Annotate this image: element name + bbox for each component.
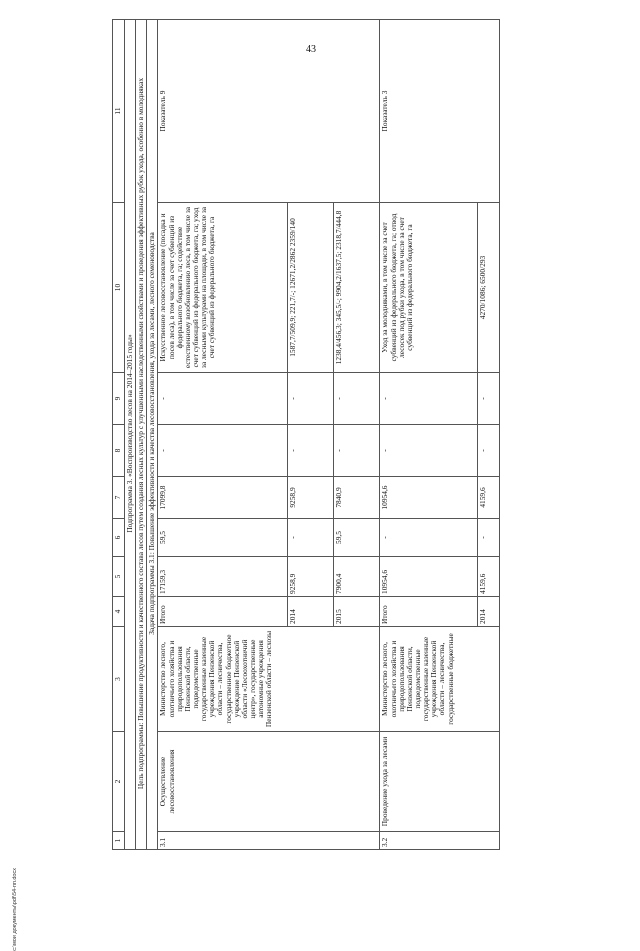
- col-5: 5: [113, 557, 125, 597]
- federal-cell: -: [478, 519, 500, 557]
- year-cell: 2015: [334, 597, 380, 627]
- other-cell: -: [288, 373, 334, 425]
- indicator-values: 1587,7/509,9; 221,7/-; 12671,2/2862 2359/140: [288, 203, 334, 373]
- year-cell: 2014: [478, 597, 500, 627]
- rotated-table-container: [112, 20, 621, 850]
- col-4: 4: [113, 597, 125, 627]
- federal-cell: 59,5: [158, 519, 288, 557]
- local-cell: -: [288, 425, 334, 477]
- indicator-text: Искусственное лесовосстановление (посадка и посев леса), в том числе за счет субвенций из федерального бюджета, га; содействие естественному возобновлению леса, в том числе за счет субвенций из федерального бюджета, га; уход за лесными культурами на площади, в том числе за счет субвенций из федерального бюджета, га: [158, 203, 288, 373]
- regional-cell: 17099,8: [158, 477, 288, 519]
- subprogram-goal: Цель подпрограммы: Повышение продуктивности и качественного состава лесов путем создания лесных культур с улучшенными наследственными свойствами и проведения эффективных рубок ухода, особенно в молодняках: [136, 20, 147, 850]
- total-cell: 9258,9: [288, 557, 334, 597]
- row-number: 3.1: [158, 832, 380, 850]
- table-row: [158, 20, 288, 850]
- program-table: [112, 19, 500, 850]
- local-cell: -: [334, 425, 380, 477]
- table-row: [380, 20, 478, 850]
- col-6: 6: [113, 519, 125, 557]
- col-1: 1: [113, 832, 125, 850]
- indicator-values: 1238,4/456,3; 345,5/-; 9904,2/1637,5; 2318,7/444,8: [334, 203, 380, 373]
- year-cell: Итого: [158, 597, 288, 627]
- col-11: 11: [113, 20, 125, 203]
- measure-name: Проведение ухода за лесами: [380, 732, 500, 832]
- page-number: 43: [306, 44, 316, 55]
- other-cell: -: [158, 373, 288, 425]
- footer-path: c:\мои документы\pdf\54-пп.docx: [12, 868, 18, 951]
- subprogram-task: Задача подпрограммы 3.1: Повышение эффективности и качества лесовосстановления, ухода за лесами, лесного семеноводства: [147, 20, 158, 850]
- col-3: 3: [113, 627, 125, 732]
- col-10: 10: [113, 203, 125, 373]
- total-cell: 4159,6: [478, 557, 500, 597]
- subprogram-title: Подпрограмма 3. «Воспроизводство лесов на 2014–2015 годы»: [125, 20, 136, 850]
- federal-cell: -: [288, 519, 334, 557]
- indicator-text: Уход за молодняками, в том числе за счет субвенций из федерального бюджета, га; отвод лесосек под рубки ухода, в том числе за счет субвенций из федерального бюджета, га: [380, 203, 478, 373]
- regional-cell: 4159,6: [478, 477, 500, 519]
- year-cell: 2014: [288, 597, 334, 627]
- col-2: 2: [113, 732, 125, 832]
- indicator-ref: Показатель 3: [380, 20, 500, 203]
- other-cell: -: [334, 373, 380, 425]
- total-cell: 10954,6: [380, 557, 478, 597]
- column-number-row: [113, 20, 125, 850]
- local-cell: -: [478, 425, 500, 477]
- col-9: 9: [113, 373, 125, 425]
- col-8: 8: [113, 425, 125, 477]
- local-cell: -: [158, 425, 288, 477]
- measure-name: Осуществление лесовосстановления: [158, 732, 380, 832]
- executor: Министерство лесного, охотничьего хозяйства и природопользования Пензенской области, подведомственные государственные казенные учреждения Пензенской области – лесничества, государственные бюджетные: [380, 627, 500, 732]
- regional-cell: 9258,9: [288, 477, 334, 519]
- other-cell: -: [380, 373, 478, 425]
- regional-cell: 10954,6: [380, 477, 478, 519]
- federal-cell: -: [380, 519, 478, 557]
- local-cell: -: [380, 425, 478, 477]
- federal-cell: 59,5: [334, 519, 380, 557]
- total-cell: 7900,4: [334, 557, 380, 597]
- footer-path-container: [12, 868, 112, 951]
- total-cell: 17159,3: [158, 557, 288, 597]
- col-7: 7: [113, 477, 125, 519]
- regional-cell: 7840,9: [334, 477, 380, 519]
- year-cell: Итого: [380, 597, 478, 627]
- executor: Министерство лесного, охотничьего хозяйства и природопользования Пензенской области, подведомственные государственные казенные учреждения Пензенской области – лесничества, государственное бюджетное учреждение Пензенской области «Лесоохотничий центр», государственные автономные учреждения Пензенской области – лесхозы: [158, 627, 380, 732]
- other-cell: -: [478, 373, 500, 425]
- indicator-ref: Показатель 9: [158, 20, 380, 203]
- indicator-values: 4270/1086; 6500/293: [478, 203, 500, 373]
- row-number: 3.2: [380, 832, 500, 850]
